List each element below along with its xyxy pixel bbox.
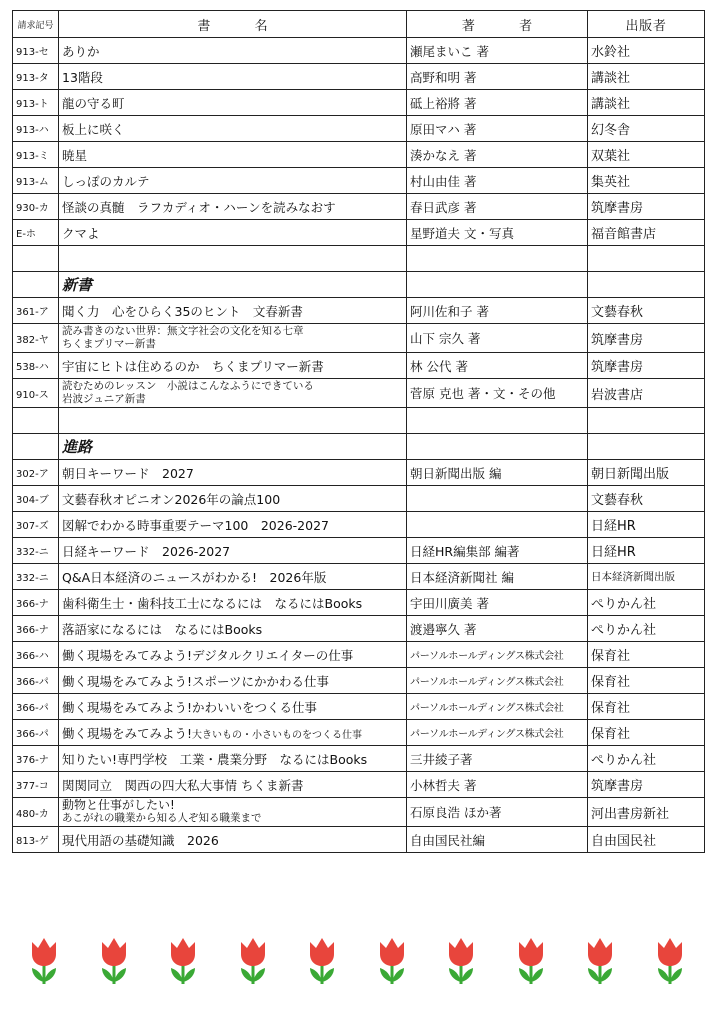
book-publisher: 文藝春秋 [588,486,705,512]
book-author: 原田マハ 著 [407,116,588,142]
book-title: 図解でわかる時事重要テーマ100 2026-2027 [59,512,407,538]
table-row [13,353,705,379]
book-author: 石原良浩 ほか著 [407,798,588,827]
tulip-icon [302,934,342,986]
table-row [13,564,705,590]
table-row [13,116,705,142]
book-publisher: 岩波書店 [588,379,705,408]
book-author [407,512,588,538]
tulip-icon [372,934,412,986]
book-author: 渡邉寧久 著 [407,616,588,642]
book-title-line: 読むためのレッスン 小説はこんなふうにできている [62,380,314,392]
book-publisher: 河出書房新社 [588,798,705,827]
book-title: 働く現場をみてみよう!かわいいをつくる仕事 [59,694,407,720]
book-title: Q&A日本経済のニュースがわかる! 2026年版 [59,564,407,590]
book-title: 板上に咲く [59,116,407,142]
table-row [13,798,705,827]
book-publisher: 筑摩書房 [588,353,705,379]
book-title: 落語家になるには なるにはBooks [59,616,407,642]
book-list-table [12,10,705,853]
book-publisher: 文藝春秋 [588,298,705,324]
table-header-row [13,11,705,38]
book-publisher: 双葉社 [588,142,705,168]
table-row [13,298,705,324]
book-publisher: 日本経済新聞出版 [588,564,705,590]
call-number: 480-カ [13,798,59,827]
table-row [13,90,705,116]
book-title: 知りたい!専門学校 工業・農業分野 なるにはBooks [59,746,407,772]
book-publisher: 日経HR [588,538,705,564]
book-author: 朝日新聞出版 編 [407,460,588,486]
book-title-line: 動物と仕事がしたい! [62,798,175,812]
book-title: 13階段 [59,64,407,90]
book-publisher: 朝日新聞出版 [588,460,705,486]
book-author: 高野和明 著 [407,64,588,90]
section-heading: 新書 [59,272,407,298]
book-title: 働く現場をみてみよう!デジタルクリエイターの仕事 [59,642,407,668]
book-author: 山下 宗久 著 [407,324,588,353]
book-title: クマよ [59,220,407,246]
book-author: 星野道夫 文・写真 [407,220,588,246]
book-publisher: ぺりかん社 [588,616,705,642]
table-row [13,772,705,798]
book-publisher: 保育社 [588,694,705,720]
book-author: 阿川佐和子 著 [407,298,588,324]
book-author: 村山由佳 著 [407,168,588,194]
call-number: 913-ミ [13,142,59,168]
book-author: パーソルホールディングス株式会社 [407,668,588,694]
book-title: 朝日キーワード 2027 [59,460,407,486]
header-publisher: 出版者 [588,11,705,38]
book-publisher: 筑摩書房 [588,194,705,220]
table-row [13,642,705,668]
table-row [13,720,705,746]
book-title-main: 働く現場をみてみよう! [62,725,193,741]
book-title: 怪談の真髄 ラフカディオ・ハーンを読みなおす [59,194,407,220]
table-row [13,64,705,90]
book-title [59,324,407,353]
table-row [13,538,705,564]
book-title-small: 大きいもの・小さいものをつくる仕事 [192,729,363,741]
book-publisher: ぺりかん社 [588,590,705,616]
call-number: 913-セ [13,38,59,64]
book-publisher: 水鈴社 [588,38,705,64]
tulip-border [24,934,700,990]
blank-row [13,246,705,272]
table-row [13,142,705,168]
book-title [59,720,407,746]
book-title: 現代用語の基礎知識 2026 [59,827,407,853]
call-number: 913-ム [13,168,59,194]
book-title: 宇宙にヒトは住めるのか ちくまプリマー新書 [59,353,407,379]
call-number: 366-パ [13,668,59,694]
book-publisher: 幻冬舎 [588,116,705,142]
table-row [13,38,705,64]
book-author: 宇田川廣美 著 [407,590,588,616]
book-author: 湊かなえ 著 [407,142,588,168]
call-number: 366-ナ [13,616,59,642]
call-number: 366-ナ [13,590,59,616]
book-publisher: 保育社 [588,642,705,668]
book-author: 瀬尾まいこ 著 [407,38,588,64]
table-row [13,168,705,194]
call-number: 366-パ [13,720,59,746]
book-title: ありか [59,38,407,64]
book-title: 暁星 [59,142,407,168]
header-author: 著 者 [407,11,588,38]
book-title: 日経キーワード 2026-2027 [59,538,407,564]
call-number: 366-パ [13,694,59,720]
header-title: 書 名 [59,11,407,38]
call-number: 332-ニ [13,564,59,590]
book-author [407,486,588,512]
book-subtitle: ちくまプリマー新書 [62,338,156,350]
tulip-icon [441,934,481,986]
table-row [13,512,705,538]
call-number: 913-ト [13,90,59,116]
call-number: 813-ゲ [13,827,59,853]
book-publisher: 集英社 [588,168,705,194]
section-heading: 進路 [59,434,407,460]
book-publisher: 講談社 [588,64,705,90]
call-number: 376-ナ [13,746,59,772]
book-title: 龍の守る町 [59,90,407,116]
call-number: 910-ス [13,379,59,408]
book-author: 菅原 克也 著・文・その他 [407,379,588,408]
book-publisher: 保育社 [588,720,705,746]
tulip-icon [580,934,620,986]
book-author: パーソルホールディングス株式会社 [407,642,588,668]
book-author: 林 公代 著 [407,353,588,379]
book-author: 砥上裕將 著 [407,90,588,116]
book-author: 日本経済新聞社 編 [407,564,588,590]
call-number: 382-ヤ [13,324,59,353]
book-title: 聞く力 心をひらく35のヒント 文春新書 [59,298,407,324]
book-author: 自由国民社編 [407,827,588,853]
table-row [13,460,705,486]
book-author: 日経HR編集部 編著 [407,538,588,564]
section-row-shinro [13,434,705,460]
book-author: パーソルホールディングス株式会社 [407,720,588,746]
book-publisher: 筑摩書房 [588,772,705,798]
book-subtitle: 岩波ジュニア新書 [62,393,146,405]
call-number: 930-カ [13,194,59,220]
book-publisher: 保育社 [588,668,705,694]
tulip-icon [650,934,690,986]
call-number: 377-コ [13,772,59,798]
call-number: E-ホ [13,220,59,246]
book-title: 文藝春秋オピニオン2026年の論点100 [59,486,407,512]
table-row [13,590,705,616]
call-number: 332-ニ [13,538,59,564]
book-publisher: ぺりかん社 [588,746,705,772]
call-number: 538-ハ [13,353,59,379]
tulip-icon [511,934,551,986]
call-number: 913-ハ [13,116,59,142]
book-publisher: 講談社 [588,90,705,116]
call-number: 361-ア [13,298,59,324]
blank-row [13,408,705,434]
table-row [13,746,705,772]
book-title [59,798,407,827]
book-author: 春日武彦 著 [407,194,588,220]
table-row [13,668,705,694]
call-number: 304-ブ [13,486,59,512]
book-publisher: 筑摩書房 [588,324,705,353]
table-row [13,694,705,720]
book-title: しっぽのカルテ [59,168,407,194]
table-row [13,324,705,353]
call-number: 366-ハ [13,642,59,668]
section-row-shinsho [13,272,705,298]
call-number: 302-ア [13,460,59,486]
book-author: 三井綾子著 [407,746,588,772]
table-row [13,827,705,853]
tulip-icon [163,934,203,986]
book-title: 歯科衛生士・歯科技工士になるには なるにはBooks [59,590,407,616]
book-publisher: 福音館書店 [588,220,705,246]
book-subtitle: あこがれの職業から知る人ぞ知る職業まで [62,812,262,824]
tulip-icon [233,934,273,986]
call-number: 307-ズ [13,512,59,538]
tulip-icon [94,934,134,986]
book-publisher: 日経HR [588,512,705,538]
book-title-line: 読み書きのない世界：無文字社会の文化を知る七章 [62,325,304,337]
tulip-icon [24,934,64,986]
table-row [13,379,705,408]
book-title: 関関同立 関西の四大私大事情 ちくま新書 [59,772,407,798]
table-row [13,486,705,512]
table-row [13,220,705,246]
book-author: パーソルホールディングス株式会社 [407,694,588,720]
call-number: 913-タ [13,64,59,90]
book-author: 小林哲夫 著 [407,772,588,798]
book-title [59,379,407,408]
book-title: 働く現場をみてみよう!スポーツにかかわる仕事 [59,668,407,694]
table-row [13,616,705,642]
book-publisher: 自由国民社 [588,827,705,853]
header-call-number: 請求記号 [13,11,59,38]
table-row [13,194,705,220]
